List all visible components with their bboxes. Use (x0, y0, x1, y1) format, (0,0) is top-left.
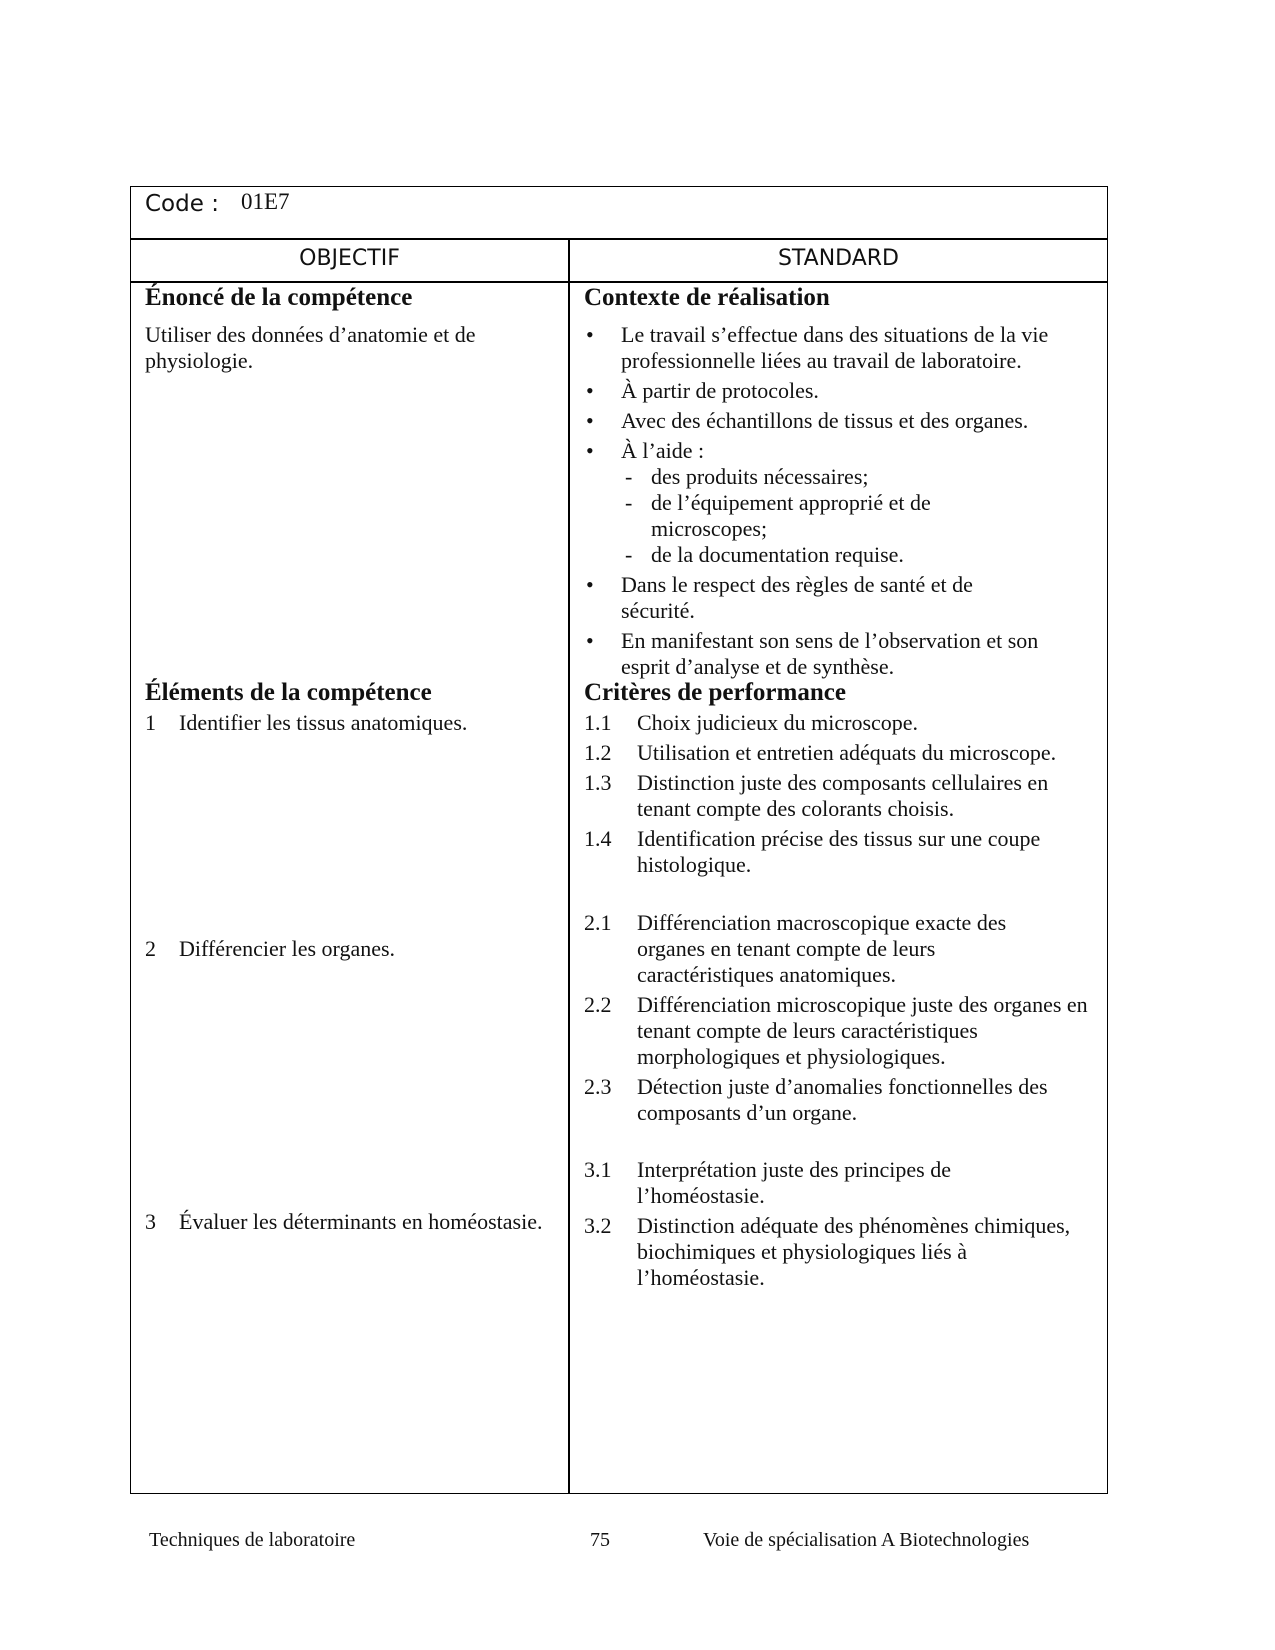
critere-item: 2.3 Détection juste d’anomalies fonctionnelles des composants d’un organe. (584, 1074, 1048, 1125)
enonce-text: Utiliser des données d’anatomie et de physiologie. (145, 322, 476, 373)
contexte-bullet: • Dans le respect des règles de santé et de sécurité. (586, 572, 973, 623)
critere-item: 1.3 Distinction juste des composants cellulaires en tenant compte des colorants choisis. (584, 770, 1049, 821)
critere-item: 3.2 Distinction adéquate des phénomènes chimiques, biochimiques et physiologiques liés à l’homéostasie. (584, 1213, 1071, 1290)
code-value: 01E7 (241, 189, 290, 214)
contexte-bullet: • Le travail s’effectue dans des situations de la vie professionnelle liées au travail de laboratoire. (586, 322, 1049, 373)
bullet-glyph: • (586, 628, 594, 653)
contexte-sub-bullet: - de la documentation requise. (625, 542, 904, 567)
critere-item: 1.4 Identification précise des tissus sur une coupe histologique. (584, 826, 1041, 877)
footer-left: Techniques de laboratoire (149, 1529, 356, 1551)
bullet-glyph: • (586, 322, 594, 347)
header-objectif: OBJECTIF (299, 246, 400, 271)
contexte-sub-bullet: - des produits nécessaires; (625, 464, 869, 489)
contexte-bullet: • Avec des échantillons de tissus et des organes. (586, 408, 1029, 433)
critere-item: 1.2 Utilisation et entretien adéquats du microscope. (584, 740, 1057, 765)
element-item: 2 Différencier les organes. (145, 936, 396, 961)
critere-item: 1.1 Choix judicieux du microscope. (584, 710, 919, 735)
contexte-bullet: • À partir de protocoles. (586, 378, 819, 403)
competency-table (130, 186, 1108, 1494)
bullet-glyph: • (586, 408, 594, 433)
elements-title: Éléments de la compétence (145, 679, 432, 706)
header-row (131, 238, 1107, 283)
critere-item: 2.2 Différenciation microscopique juste des organes en tenant compte de leurs caractéristiques morphologiques et physiologiques. (584, 992, 1088, 1069)
column-divider (568, 238, 570, 1494)
footer-page-number: 75 (590, 1529, 610, 1551)
element-item: 3 Évaluer les déterminants en homéostasie. (145, 1209, 543, 1234)
criteres-title: Critères de performance (584, 679, 846, 706)
header-standard: STANDARD (777, 246, 900, 271)
bullet-glyph: • (586, 572, 594, 597)
bullet-glyph: • (586, 378, 594, 403)
critere-item: 3.1 Interprétation juste des principes de l’homéostasie. (584, 1157, 952, 1208)
contexte-list (584, 322, 1054, 684)
code-label: Code : (145, 191, 219, 217)
criteres-group-1 (584, 710, 1094, 882)
contexte-bullet: • En manifestant son sens de l’observation et son esprit d’analyse et de synthèse. (586, 628, 1039, 679)
criteres-group-3 (584, 1157, 1094, 1295)
footer-right: Voie de spécialisation A Biotechnologies (703, 1529, 1030, 1551)
criteres-group-2 (584, 910, 1094, 1130)
bullet-glyph: • (586, 438, 594, 463)
critere-item: 2.1 Différenciation macroscopique exacte des organes en tenant compte de leurs caractéristiques anatomiques. (584, 910, 1007, 987)
enonce-title: Énoncé de la compétence (145, 284, 413, 311)
element-item: 1 Identifier les tissus anatomiques. (145, 710, 468, 735)
code-row (131, 187, 1107, 240)
contexte-sub-bullet: - de l’équipement approprié et de microscopes; (625, 490, 931, 541)
contexte-bullet: • À l’aide : - des produits nécessaires; - de l’équipement approprié et de microscopes; - de la documentation requise. (584, 438, 1054, 568)
contexte-title: Contexte de réalisation (584, 284, 830, 311)
